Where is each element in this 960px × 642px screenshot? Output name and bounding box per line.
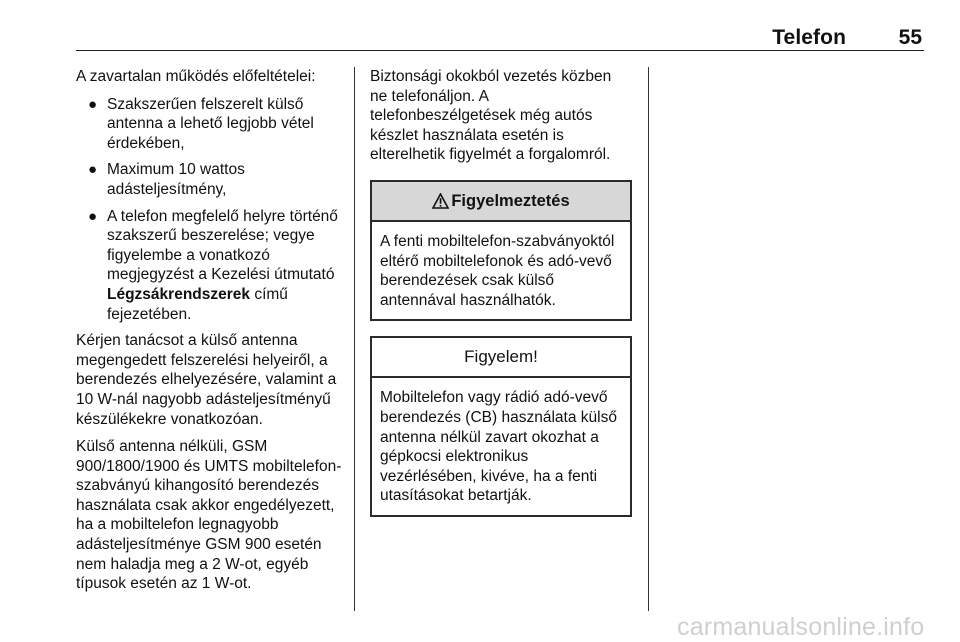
caution-box-title: Figyelem! <box>464 347 538 367</box>
section-reference: Légzsákrendszerek <box>107 285 251 303</box>
column-divider-right <box>648 67 649 611</box>
watermark: carmanualsonline.info <box>677 613 925 641</box>
list-item <box>76 95 344 154</box>
paragraph-handsfree-limits: Külső antenna nélküli, GSM 900/1800/1900 és UMTS mobiltelefon-szabványú kihangosító berendezés használata csak akkor engedélyezett, ha a mobiltelefon legnagyobb adásteljesítménye GSM 900 esetén nem haladja meg a 2 W-ot, egyéb típusok esetén az 1 W-ot. <box>76 438 342 593</box>
list-item-text-before: A telefon megfelelő helyre történő szakszerű beszerelése; vegye figyelembe a vonatkozó megjegyzést a Kezelési útmutató <box>107 207 338 284</box>
left-column <box>76 67 344 602</box>
page-number: 55 <box>898 26 922 49</box>
middle-column <box>370 67 632 517</box>
warning-triangle-icon <box>432 193 449 209</box>
warning-box <box>370 180 632 321</box>
header-rule <box>76 50 924 51</box>
paragraph-antenna-advice: Kérjen tanácsot a külső antenna megengedett felszerelési helyeiről, a berendezés elhelyezésére, valamint a 10 W-nál nagyobb adásteljesítményű készülékekre vonatkozóan. <box>76 332 337 428</box>
page-title: Telefon <box>772 26 846 49</box>
list-item-text-after: című fejezetében. <box>107 285 288 323</box>
bullet-icon: ● <box>88 95 98 113</box>
warning-box-title: Figyelmeztetés <box>451 191 570 210</box>
caution-box-body: Mobiltelefon vagy rádió adó-vevő berendezés (CB) használata külső antenna nélkül zavart okozhat a gépkocsi elektronikus vezérlésében, kivéve, ha a fenti utasításokat betartják. <box>380 389 617 505</box>
requirements-list <box>76 95 344 325</box>
intro-text: A zavartalan működés előfeltételei: <box>76 68 316 85</box>
paragraph-safety: Biztonsági okokból vezetés közben ne telefonáljon. A telefonbeszélgetések még autós készlet használata esetén is elterelhetik figyelmét a forgalomról. <box>370 68 612 164</box>
bullet-icon: ● <box>88 207 98 225</box>
caution-box-header <box>372 338 630 378</box>
warning-box-body: A fenti mobiltelefon-szabványoktól eltérő mobiltelefonok és adó-vevő berendezések csak külső antennával használhatók. <box>380 232 615 309</box>
bullet-icon: ● <box>88 161 98 179</box>
caution-box <box>370 336 632 517</box>
warning-box-header <box>372 182 630 222</box>
column-divider-left <box>354 67 355 611</box>
list-item <box>76 160 344 199</box>
list-item <box>76 207 344 325</box>
list-item-text: Maximum 10 wattos adásteljesítmény, <box>107 161 245 198</box>
list-item-text: Szakszerűen felszerelt külső antenna a lehető legjobb vétel érdekében, <box>107 95 314 152</box>
